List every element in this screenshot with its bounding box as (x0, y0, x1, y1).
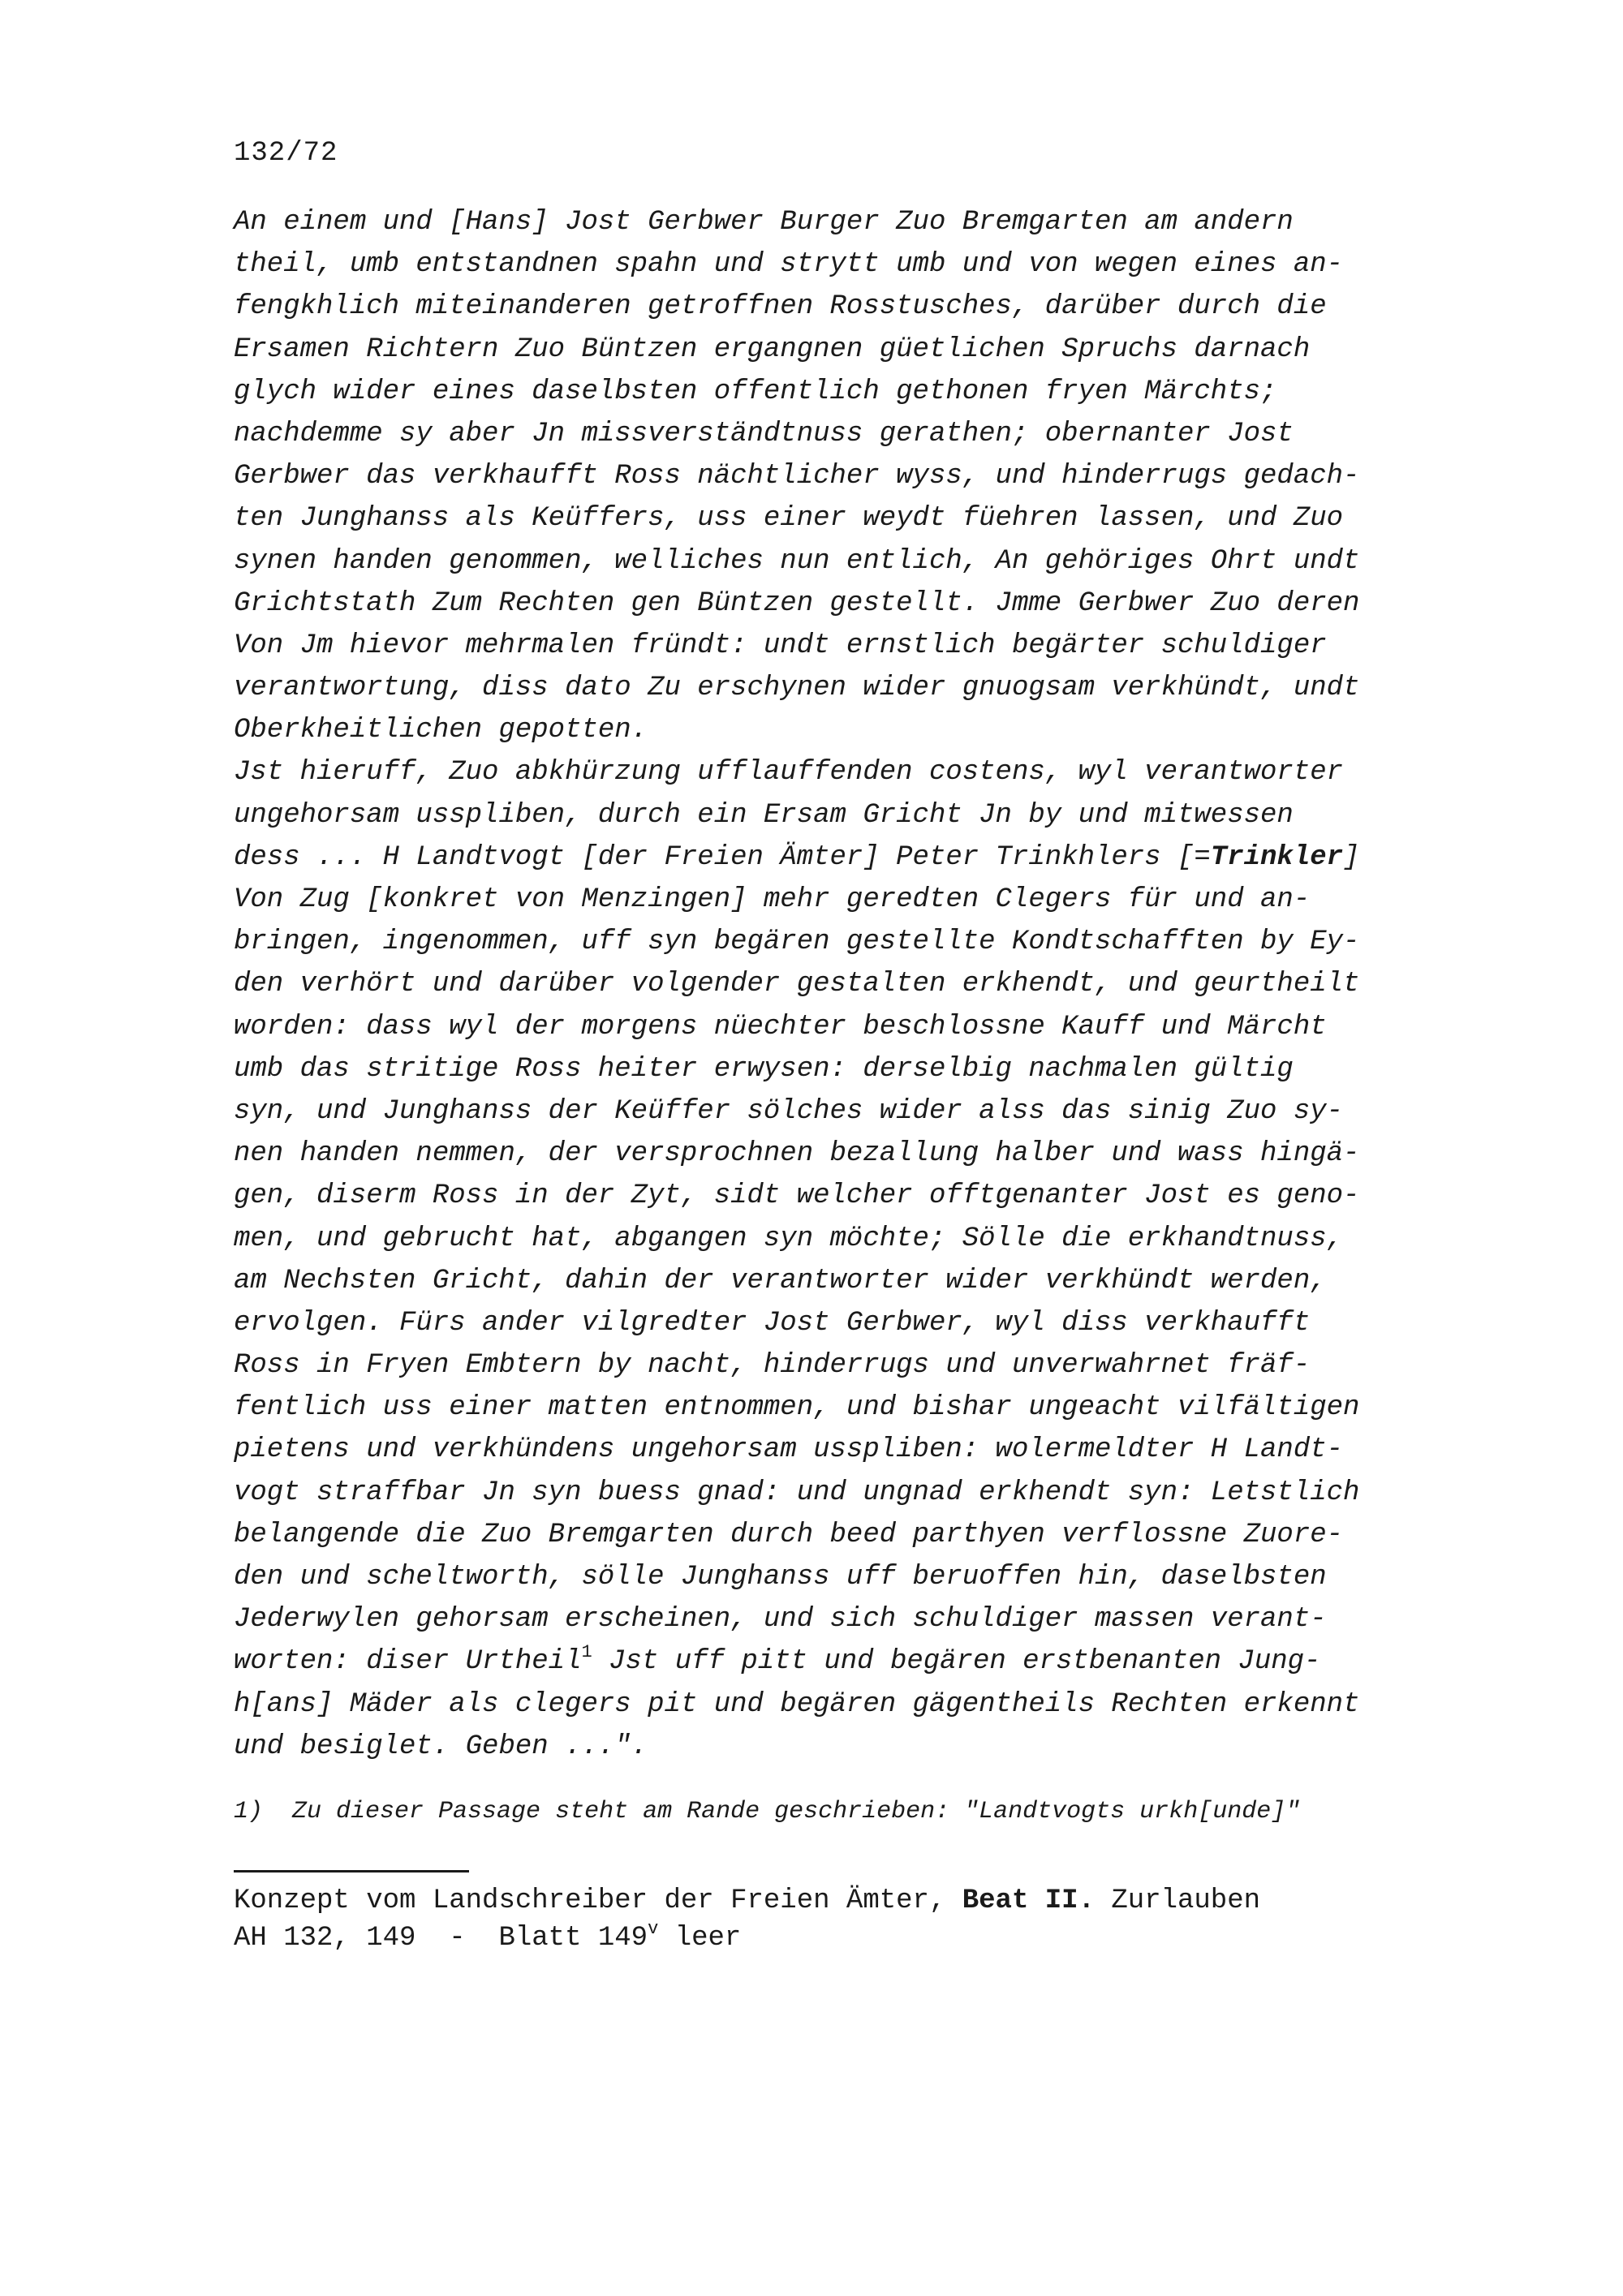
text-line-part: worten: diser Urtheil (234, 1646, 582, 1678)
text-line: nachdemme sy aber Jn missverständtnuss gerathen; obernanter Jost (234, 418, 1294, 449)
text-line: Jederwylen gehorsam erscheinen, und sich schuldiger massen verant- (234, 1604, 1327, 1636)
text-line: synen handen genommen, welliches nun entlich, An gehöriges Ohrt undt (234, 545, 1360, 577)
text-line: Gerbwer das verkhaufft Ross nächtlicher wyss, und hinderrugs gedach- (234, 461, 1360, 492)
source-note (234, 1882, 1260, 1957)
document-body (234, 201, 1500, 1768)
bold-name: Trinkler (1210, 841, 1344, 873)
text-line: glych wider eines daselbsten offentlich gethonen fryen Märchts; (234, 376, 1277, 407)
text-line: vogt straffbar Jn syn buess gnad: und ungnad erkhendt syn: Letstlich (234, 1477, 1360, 1508)
source-line (234, 1882, 1260, 1920)
text-line: verantwortung, diss dato Zu erschynen wider gnuogsam verkhündt, undt (234, 673, 1360, 704)
text-line: ungehorsam usspliben, durch ein Ersam Gricht Jn by und mitwessen (234, 799, 1294, 831)
text-line: Oberkheitlichen gepotten. (234, 715, 648, 746)
text-line: Von Zug [konkret von Menzingen] mehr geredten Clegers für und an- (234, 884, 1311, 915)
footnote-marker: 1 (581, 1642, 592, 1663)
text-line: h[ans] Mäder als clegers pit und begären gägentheils Rechten erkennt (234, 1688, 1360, 1720)
text-line-part: Jst uff pitt und begären erstbenanten Jung- (592, 1646, 1321, 1678)
source-name-bold: Beat II. (962, 1885, 1095, 1916)
text-line: nen handen nemmen, der versprochnen bezallung halber und wass hingä- (234, 1138, 1360, 1170)
source-text: Zurlauben (1094, 1885, 1261, 1916)
text-line: Ross in Fryen Embtern by nacht, hinderrugs und unverwahrnet fräf- (234, 1350, 1311, 1382)
text-line: und besiglet. Geben ...". (234, 1731, 648, 1762)
text-line: gen, diserm Ross in der Zyt, sidt welcher offtgenanter Jost es geno- (234, 1180, 1360, 1212)
text-line: umb das stritige Ross heiter erwysen: derselbig nachmalen gültig (234, 1053, 1294, 1085)
text-line: den und scheltworth, sölle Junghanss uff beruoffen hin, daselbsten (234, 1562, 1327, 1593)
bracket-close: ] (1343, 841, 1360, 873)
text-line: syn, und Junghanss der Keüffer sölches wider alss das sinig Zuo sy- (234, 1095, 1344, 1127)
text-line: am Nechsten Gricht, dahin der verantworter wider verkhündt werden, (234, 1265, 1327, 1296)
verso-marker: v (648, 1919, 659, 1939)
text-line: theil, umb entstandnen spahn und strytt umb und von wegen eines an- (234, 249, 1344, 281)
text-line: worden: dass wyl der morgens nüechter beschlossne Kauff und Märcht (234, 1011, 1327, 1043)
text-line: Grichtstath Zum Rechten gen Büntzen gestellt. Jmme Gerbwer Zuo deren (234, 587, 1360, 619)
text-line: men, und gebrucht hat, abgangen syn möchte; Sölle die erkhandtnuss, (234, 1223, 1344, 1254)
text-line: den verhört und darüber volgender gestalten erkhendt, und geurtheilt (234, 969, 1360, 1000)
source-line (234, 1920, 1260, 1957)
text-line: An einem und [Hans] Jost Gerbwer Burger Zuo Bremgarten am andern (234, 207, 1294, 238)
text-line: pietens und verkhündens ungehorsam usspliben: wolermeldter H Landt- (234, 1434, 1344, 1466)
text-line: Ersamen Richtern Zuo Büntzen ergangnen güetlichen Spruchs darnach (234, 333, 1311, 365)
text-line: ten Junghanss als Keüffers, uss einer weydt füehren lassen, und Zuo (234, 503, 1344, 535)
text-line-part: dess ... H Landtvogt [der Freien Ämter] Peter Trinkhlers [= (234, 841, 1211, 873)
text-line: Jst hieruff, Zuo abkhürzung ufflauffenden costens, wyl verantworter (234, 757, 1344, 789)
page-number: 132/72 (234, 138, 338, 169)
footnote: 1) Zu dieser Passage steht am Rande geschrieben: "Landtvogts urkh[unde]" (234, 1798, 1301, 1825)
source-text: leer (658, 1923, 742, 1954)
source-text: Konzept vom Landschreiber der Freien Ämter, (234, 1885, 962, 1916)
text-line (234, 1640, 1500, 1683)
text-line: bringen, ingenommen, uff syn begären gestellte Kondtschafften by Ey- (234, 927, 1360, 958)
text-line: fengkhlich miteinanderen getroffnen Rosstusches, darüber durch die (234, 291, 1327, 323)
text-line: Von Jm hievor mehrmalen fründt: undt ernstlich begärter schuldiger (234, 630, 1327, 661)
text-line: fentlich uss einer matten entnommen, und bishar ungeacht vilfältigen (234, 1392, 1360, 1424)
text-line: belangende die Zuo Bremgarten durch beed parthyen verflossne Zuore- (234, 1519, 1344, 1550)
text-line (234, 836, 1500, 879)
text-line: ervolgen. Fürs ander vilgredter Jost Gerbwer, wyl diss verkhaufft (234, 1307, 1311, 1339)
source-text: AH 132, 149 - Blatt 149 (234, 1923, 648, 1954)
footnote-divider (234, 1870, 469, 1872)
